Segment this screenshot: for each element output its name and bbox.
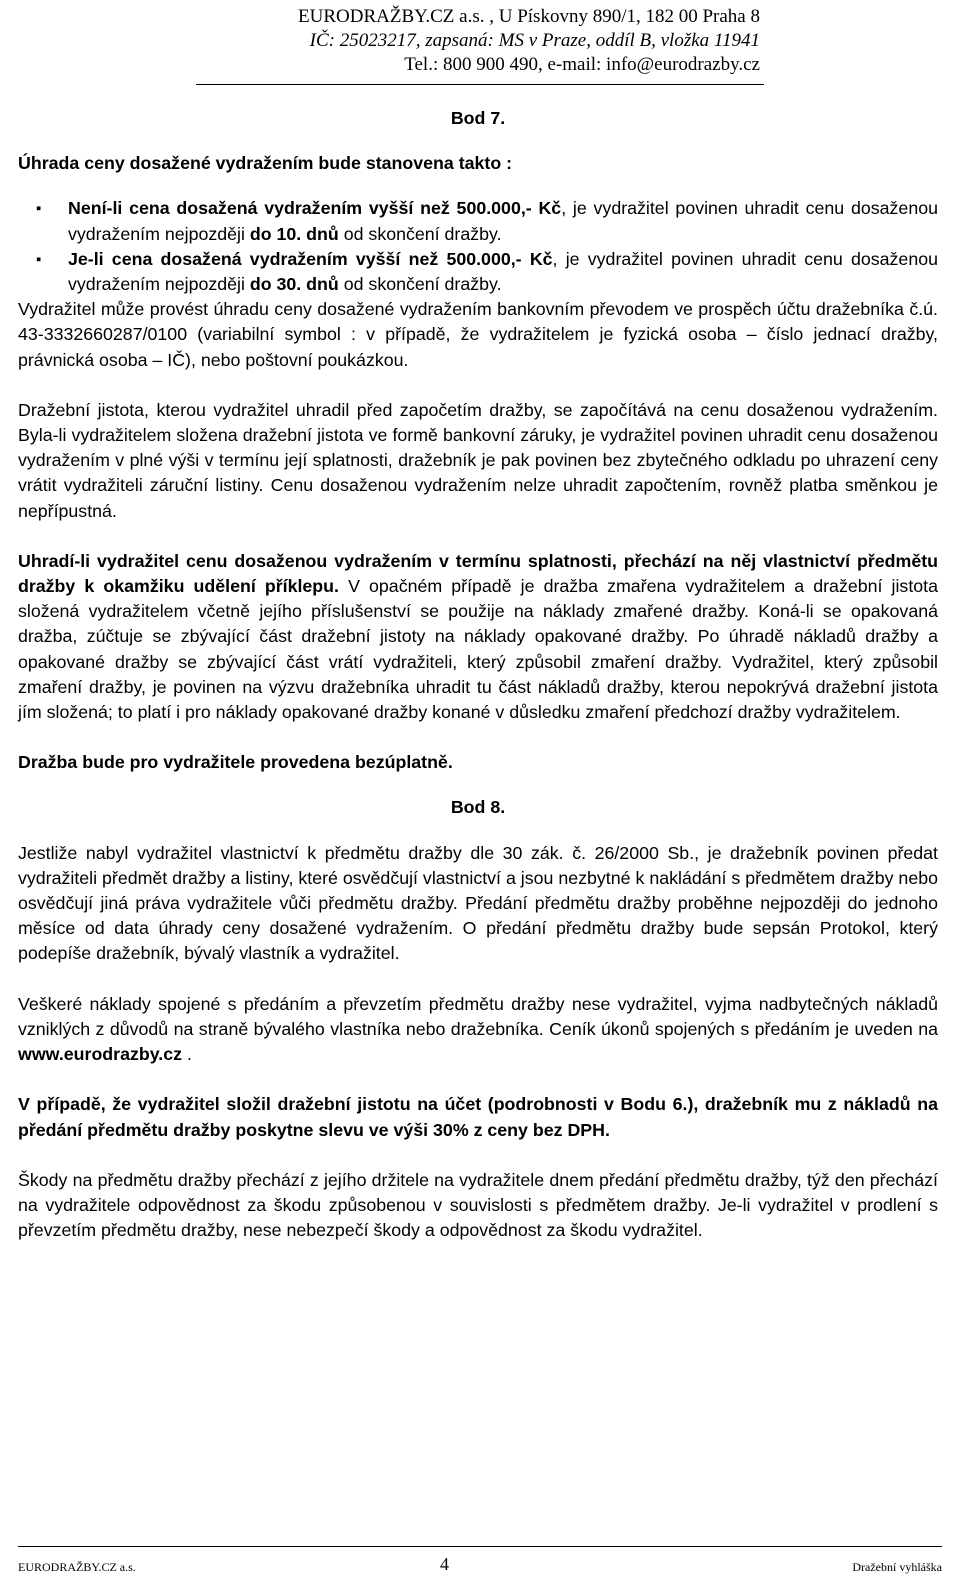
letterhead-company: EURODRAŽBY.CZ a.s. , U Pískovny 890/1, 182 00 Praha 8 xyxy=(298,6,760,27)
bullet-deadline: do 10. dnů xyxy=(249,223,339,244)
square-bullet-icon: ▪ xyxy=(36,200,42,218)
letterhead-rule xyxy=(196,84,764,85)
handover-paragraph: Jestliže nabyl vydražitel vlastnictví k předmětu dražby dle 30 zák. č. 26/2000 Sb., je dražebník povinen předat vydražiteli předmět dražby a listiny, které osvědčují vlastnictví a jsou nezbytné k nakládání s předmětem dražby nebo osvědčují jiná práva vydražitele vůči předmětu dražby. Předání předmětu dražby proběhne nejpozději do jednoho měsíce od data úhrady ceny dosažené vydražením. O předání předmětu dražby bude sepsán Protokol, který podepíše dražebník, bývalý vlastník a vydražitel. xyxy=(18,842,938,964)
eurodrazby-link[interactable]: www.eurodrazby.cz xyxy=(18,1044,183,1065)
bullet-lead: Je-li cena dosažená vydražením vyšší než 500.000,- Kč xyxy=(68,248,553,269)
letterhead xyxy=(0,6,960,84)
footer-document-title: Dražební vyhláška xyxy=(852,1560,942,1574)
bullet-text: , je vydražitel povinen uhradit cenu dosaženou vydražením nejpozději xyxy=(68,248,938,295)
discount-paragraph: V případě, že vydražitel složil dražební jistotu na účet (podrobnosti v Bodu 6.), dražebník mu z nákladů na předání předmětu dražby poskytne slevu ve výši 30% z ceny bez DPH. xyxy=(18,1094,938,1140)
bullet-tail: od skončení dražby. xyxy=(338,223,502,244)
list-item xyxy=(36,196,938,246)
payment-deadline-list xyxy=(18,196,938,297)
bank-transfer-paragraph: Vydražitel může provést úhradu ceny dosažené vydražením bankovním převodem ve prospěch účtu dražebníka č.ú. 43-3332660287/0100 (variabilní symbol : v případě, že vydražitelem je fyzická osoba – číslo jednací dražby, právnická osoba – IČ), nebo poštovní poukázkou. xyxy=(18,299,938,370)
bod7-title: Bod 7. xyxy=(450,108,506,128)
bullet-lead: Není-li cena dosažená vydražením vyšší než 500.000,- Kč xyxy=(68,198,562,219)
ownership-transfer-text: V opačném případě je dražba zmařena vydražitelem a dražební jistota složená vydražitelem včetně jejího příslušenství se použije na náklady zmařené dražby. Koná-li se opakovaná dražba, zúčtuje se zbývající část dražební jistoty na náklady opakované dražby. Po úhradě nákladů dražby a opakované dražby se zbývající část vrátí vydražiteli, který způsobil zmaření dražby. Vydražitel, který způsobil zmaření dražby, je povinen na výzvu dražebníka uhradit tu část nákladů dražby, kterou nepokrývá dražební jistota jím složená; to platí i pro náklady opakované dražby konané v důsledku zmaření předchozí dražby vydražitelem. xyxy=(18,576,938,723)
auction-deposit-paragraph: Dražební jistota, kterou vydražitel uhradil před započetím dražby, se započítává na cenu dosaženou vydražením. Byla-li vydražitelem složena dražební jistota ve formě bankovní záruky, je vydražitel povinen uhradit cenu dosaženou vydražením v plné výši v termínu její splatnosti, dražebník je pak povinen bez zbytečného odkladu po uhrazení ceny vrátit vydražiteli záruční listiny. Cenu dosaženou vydražením nelze uhradit započtením, rovněž platba směnkou je nepřípustná. xyxy=(18,399,938,521)
footer-company: EURODRAŽBY.CZ a.s. xyxy=(18,1560,136,1574)
page-number: 4 xyxy=(440,1554,449,1574)
document-body xyxy=(18,106,938,1243)
bullet-deadline: do 30. dnů xyxy=(249,274,339,295)
ownership-transfer-paragraph xyxy=(18,549,938,725)
bullet-tail: od skončení dražby. xyxy=(338,274,502,295)
handover-costs-end: . xyxy=(182,1044,192,1065)
page-footer xyxy=(0,1550,960,1580)
bod8-title: Bod 8. xyxy=(450,797,506,818)
free-of-charge-statement: Dražba bude pro vydražitele provedena bezúplatně. xyxy=(18,752,453,773)
square-bullet-icon: ▪ xyxy=(36,250,42,268)
list-item xyxy=(36,247,938,297)
bullet-text: , je vydražitel povinen uhradit cenu dosaženou vydražením nejpozději xyxy=(68,198,938,244)
ownership-transfer-bold: Uhradí-li vydražitel cenu dosaženou vydražením v termínu splatnosti, přechází na něj vlastnictví předmětu dražby k okamžiku udělení příklepu. xyxy=(18,550,938,597)
bod7-heading: Úhrada ceny dosažené vydražením bude stanovena takto : xyxy=(18,153,513,174)
letterhead-contact: Tel.: 800 900 490, e-mail: info@eurodrazby.cz xyxy=(404,54,760,75)
handover-costs-paragraph xyxy=(18,992,938,1068)
footer-rule xyxy=(18,1546,942,1547)
letterhead-registration: IČ: 25023217, zapsaná: MS v Praze, oddíl B, vložka 11941 xyxy=(309,30,760,51)
handover-costs-text: Veškeré náklady spojené s předáním a převzetím předmětu dražby nese vydražitel, vyjma nadbytečných nákladů vzniklých z důvodů na straně bývalého vlastníka nebo dražebníka. Ceník úkonů spojených s předáním je uveden na xyxy=(18,993,938,1039)
damage-liability-paragraph: Škody na předmětu dražby přechází z jejího držitele na vydražitele dnem předání předmětu dražby, týž den přechází na vydražitele odpovědnost za škodu způsobenou v souvislosti s předmětem dražby. Je-li vydražitel v prodlení s převzetím předmětu dražby, nese nebezpečí škody a odpovědnost za škodu vydražitel. xyxy=(18,1169,938,1241)
